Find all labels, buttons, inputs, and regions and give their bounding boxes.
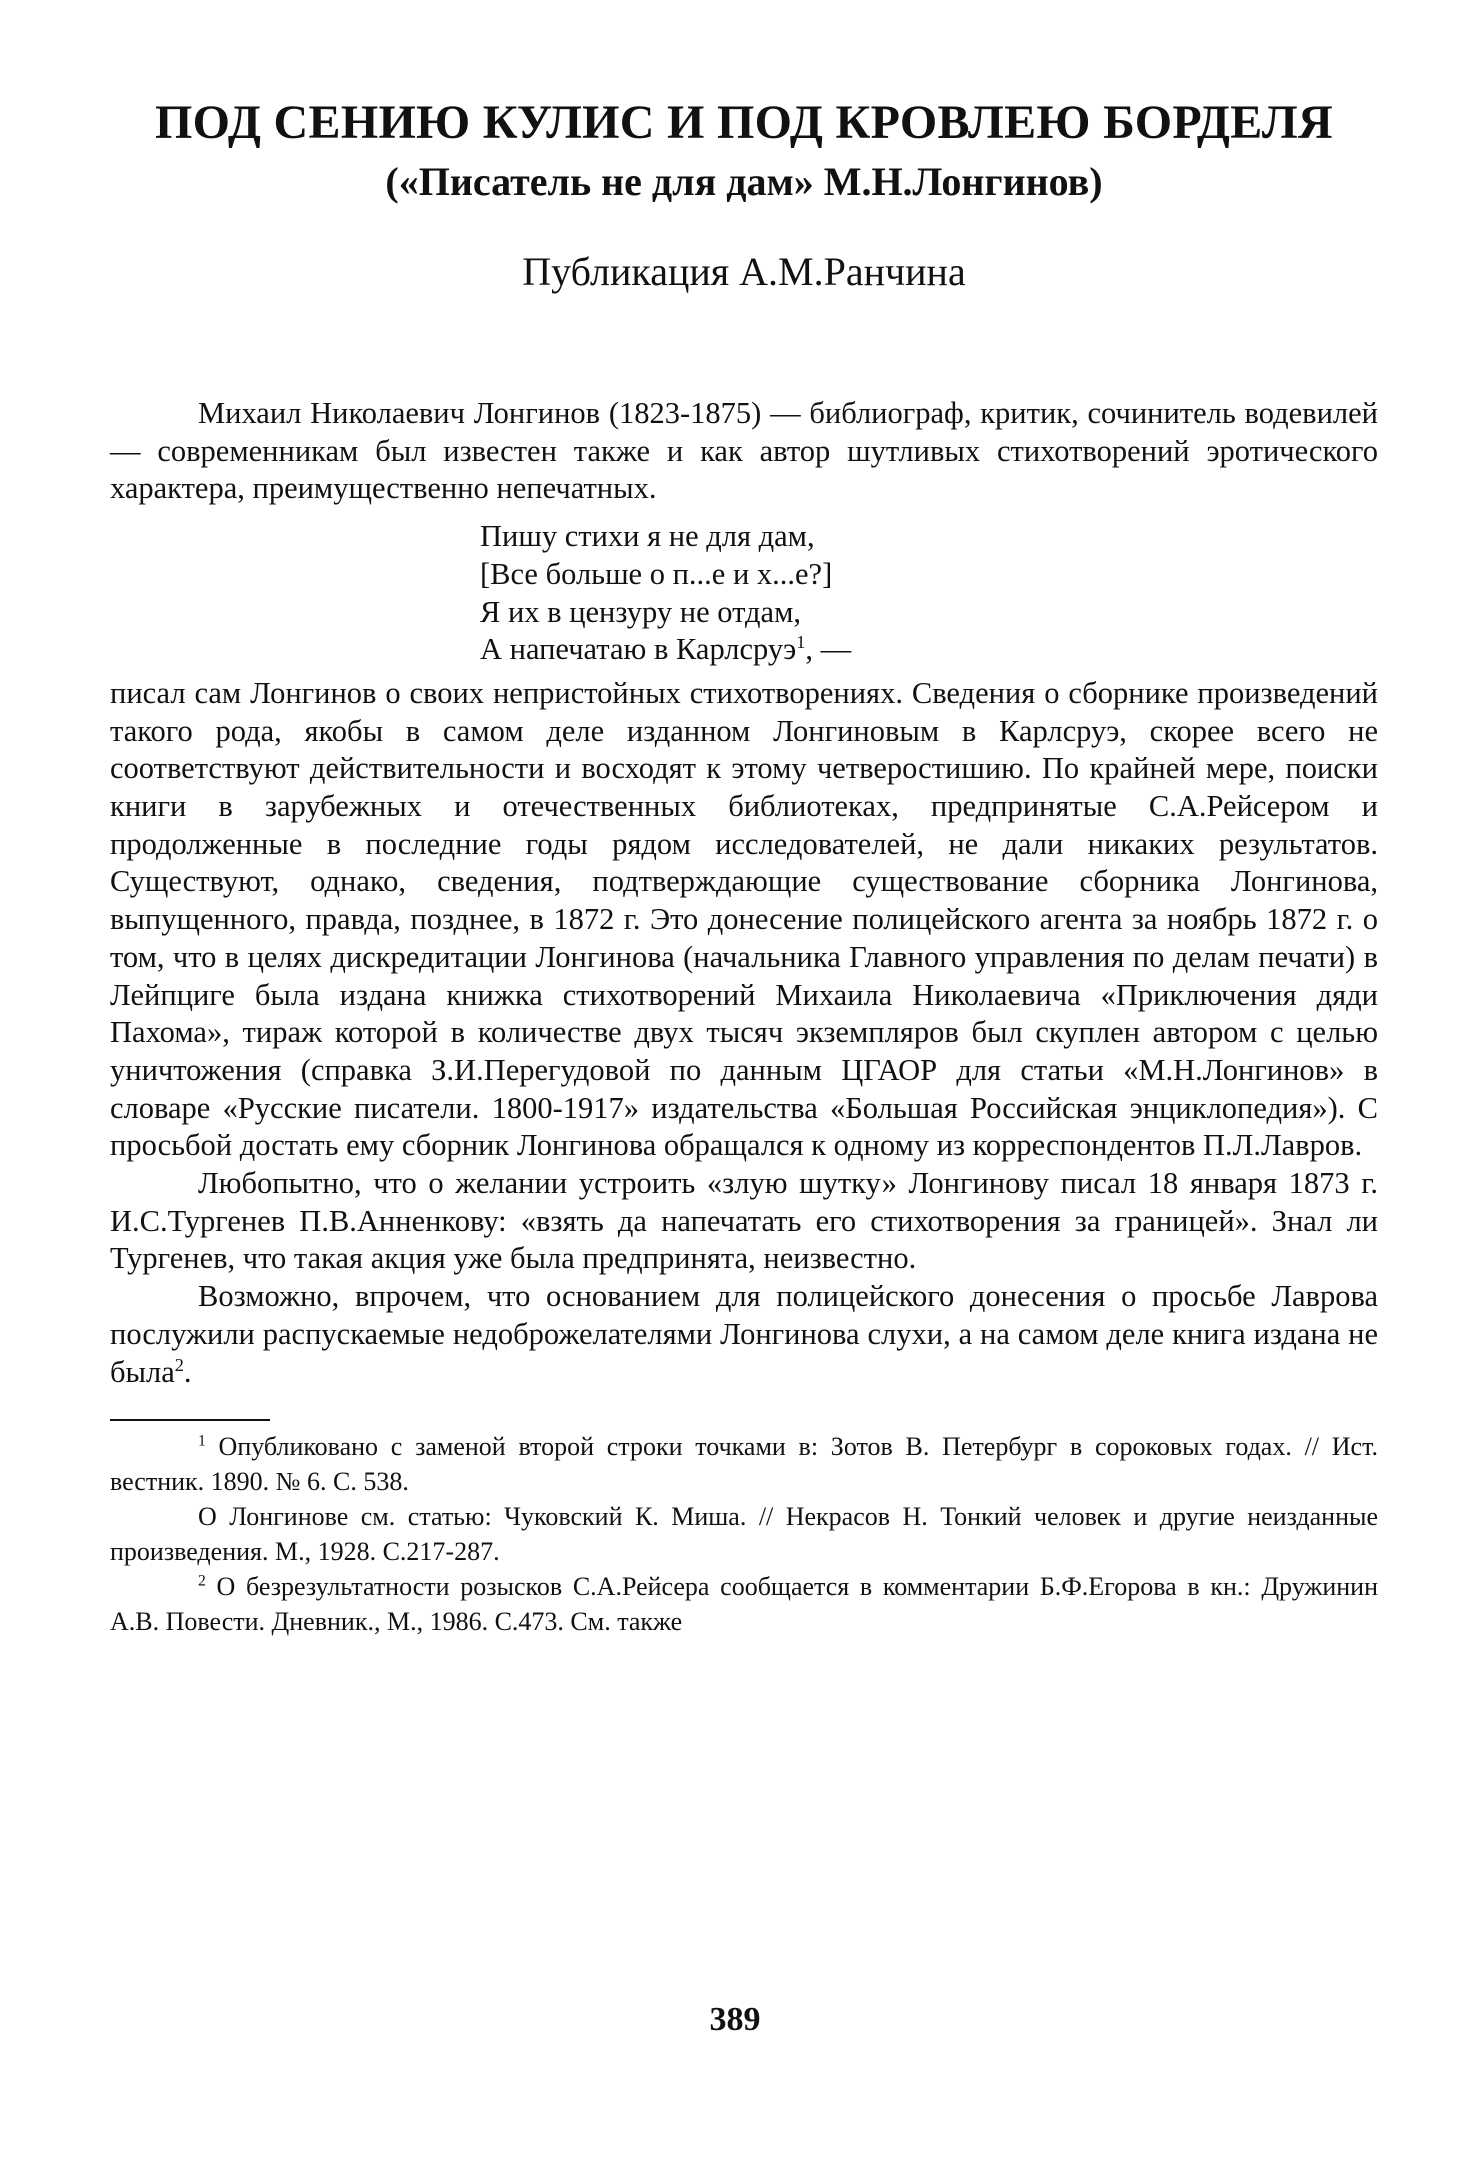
footnote-2-mark: 2: [198, 1572, 206, 1590]
intro-paragraph: Михаил Николаевич Лонгинов (1823-1875) — библиограф, критик, сочинитель водевилей — современникам был известен также и как автор шутливых стихотворений эротического характера, преимущественно непечатных.: [110, 396, 1378, 506]
verse-line-4: [480, 631, 1378, 669]
publication-credit: Публикация А.М.Ранчина: [522, 249, 966, 294]
page-number: 389: [709, 2001, 761, 2038]
verse-line-1: Пишу стихи я не для дам,: [480, 519, 815, 554]
article-body: [110, 395, 1378, 1391]
article-title: ПОД СЕНИЮ КУЛИС И ПОД КРОВЛЕЮ БОРДЕЛЯ: [155, 96, 1333, 149]
paragraph-2: Любопытно, что о желании устроить «злую шутку» Лонгинову писал 18 января 1873 г. И.С.Тургенев П.В.Анненкову: «взять да напечатать его стихотворения за границей». Знал ли Тургенев, что такая акция уже была предпринята, неизвестно.: [110, 1166, 1378, 1276]
footnote-1-mark: 1: [198, 1432, 206, 1450]
footnote-ref-1: 1: [796, 632, 806, 653]
footnote-1-continuation: О Лонгинове см. статью: Чуковский К. Миша. // Некрасов Н. Тонкий человек и другие неизданные произведения. М., 1928. С.217-287.: [110, 1502, 1378, 1567]
verse-quote: [480, 518, 1378, 669]
verse-line-4-tail: , —: [805, 632, 852, 667]
paragraph-3: [110, 1278, 1378, 1391]
footnote-2-text: О безрезультатности розысков С.А.Рейсера сообщается в комментарии Б.Ф.Егорова в кн.: Дружинин А.В. Повести. Дневник., М., 1986. С.473. См. также: [110, 1572, 1378, 1637]
footnote-1-text: Опубликовано с заменой второй строки точками в: Зотов В. Петербург в сороковых годах. // Ист. вестник. 1890. № 6. С. 538.: [110, 1432, 1378, 1497]
paragraph-3-text: Возможно, впрочем, что основанием для полицейского донесения о просьбе Лаврова послужили распускаемые недоброжелателями Лонгинова слухи, а на самом деле книга издана не была: [110, 1279, 1378, 1389]
verse-line-3: Я их в цензуру не отдам,: [480, 594, 801, 629]
verse-line-4-text: А напечатаю в Карлсруэ: [480, 632, 797, 667]
footnote-ref-2: 2: [174, 1354, 184, 1375]
paragraph-3-tail: .: [183, 1354, 192, 1389]
verse-line-2: [Все больше о п...е и х...е?]: [480, 556, 833, 591]
footnote-1: [110, 1429, 1378, 1499]
footnote-divider: [110, 1419, 270, 1421]
article-subtitle: («Писатель не для дам» М.Н.Лонгинов): [385, 159, 1103, 204]
paragraph-1: писал сам Лонгинов о своих непристойных стихотворениях. Сведения о сборнике произведений такого рода, якобы в самом деле изданном Лонгиновым в Карлсруэ, скорее всего не соответствуют действительности и восходят к этому четверостишию. По крайней мере, поиски книги в зарубежных и отечественных библиотеках, предпринятые С.А.Рейсером и продолженные в последние годы рядом исследователей, не дали никаких результатов. Существуют, однако, сведения, подтверждающие существование сборника Лонгинова, выпущенного, правда, позднее, в 1872 г. Это донесение полицейского агента за ноябрь 1872 г. о том, что в целях дискредитации Лонгинова (начальника Главного управления по делам печати) в Лейпциге была издана книжка стихотворений Михаила Николаевича «Приключения дяди Пахома», тираж которой в количестве двух тысяч экземпляров был скуплен автором с целью уничтожения (справка З.И.Перегудовой по данным ЦГАОР для статьи «М.Н.Лонгинов» в словаре «Русские писатели. 1800-1917» издательства «Большая Российская энциклопедия»). С просьбой достать ему сборник Лонгинова обращался к одному из корреспондентов П.Л.Лавров.: [110, 675, 1378, 1163]
document-page: [110, 95, 1378, 1639]
footnotes: [110, 1429, 1378, 1639]
footnote-2: [110, 1569, 1378, 1639]
